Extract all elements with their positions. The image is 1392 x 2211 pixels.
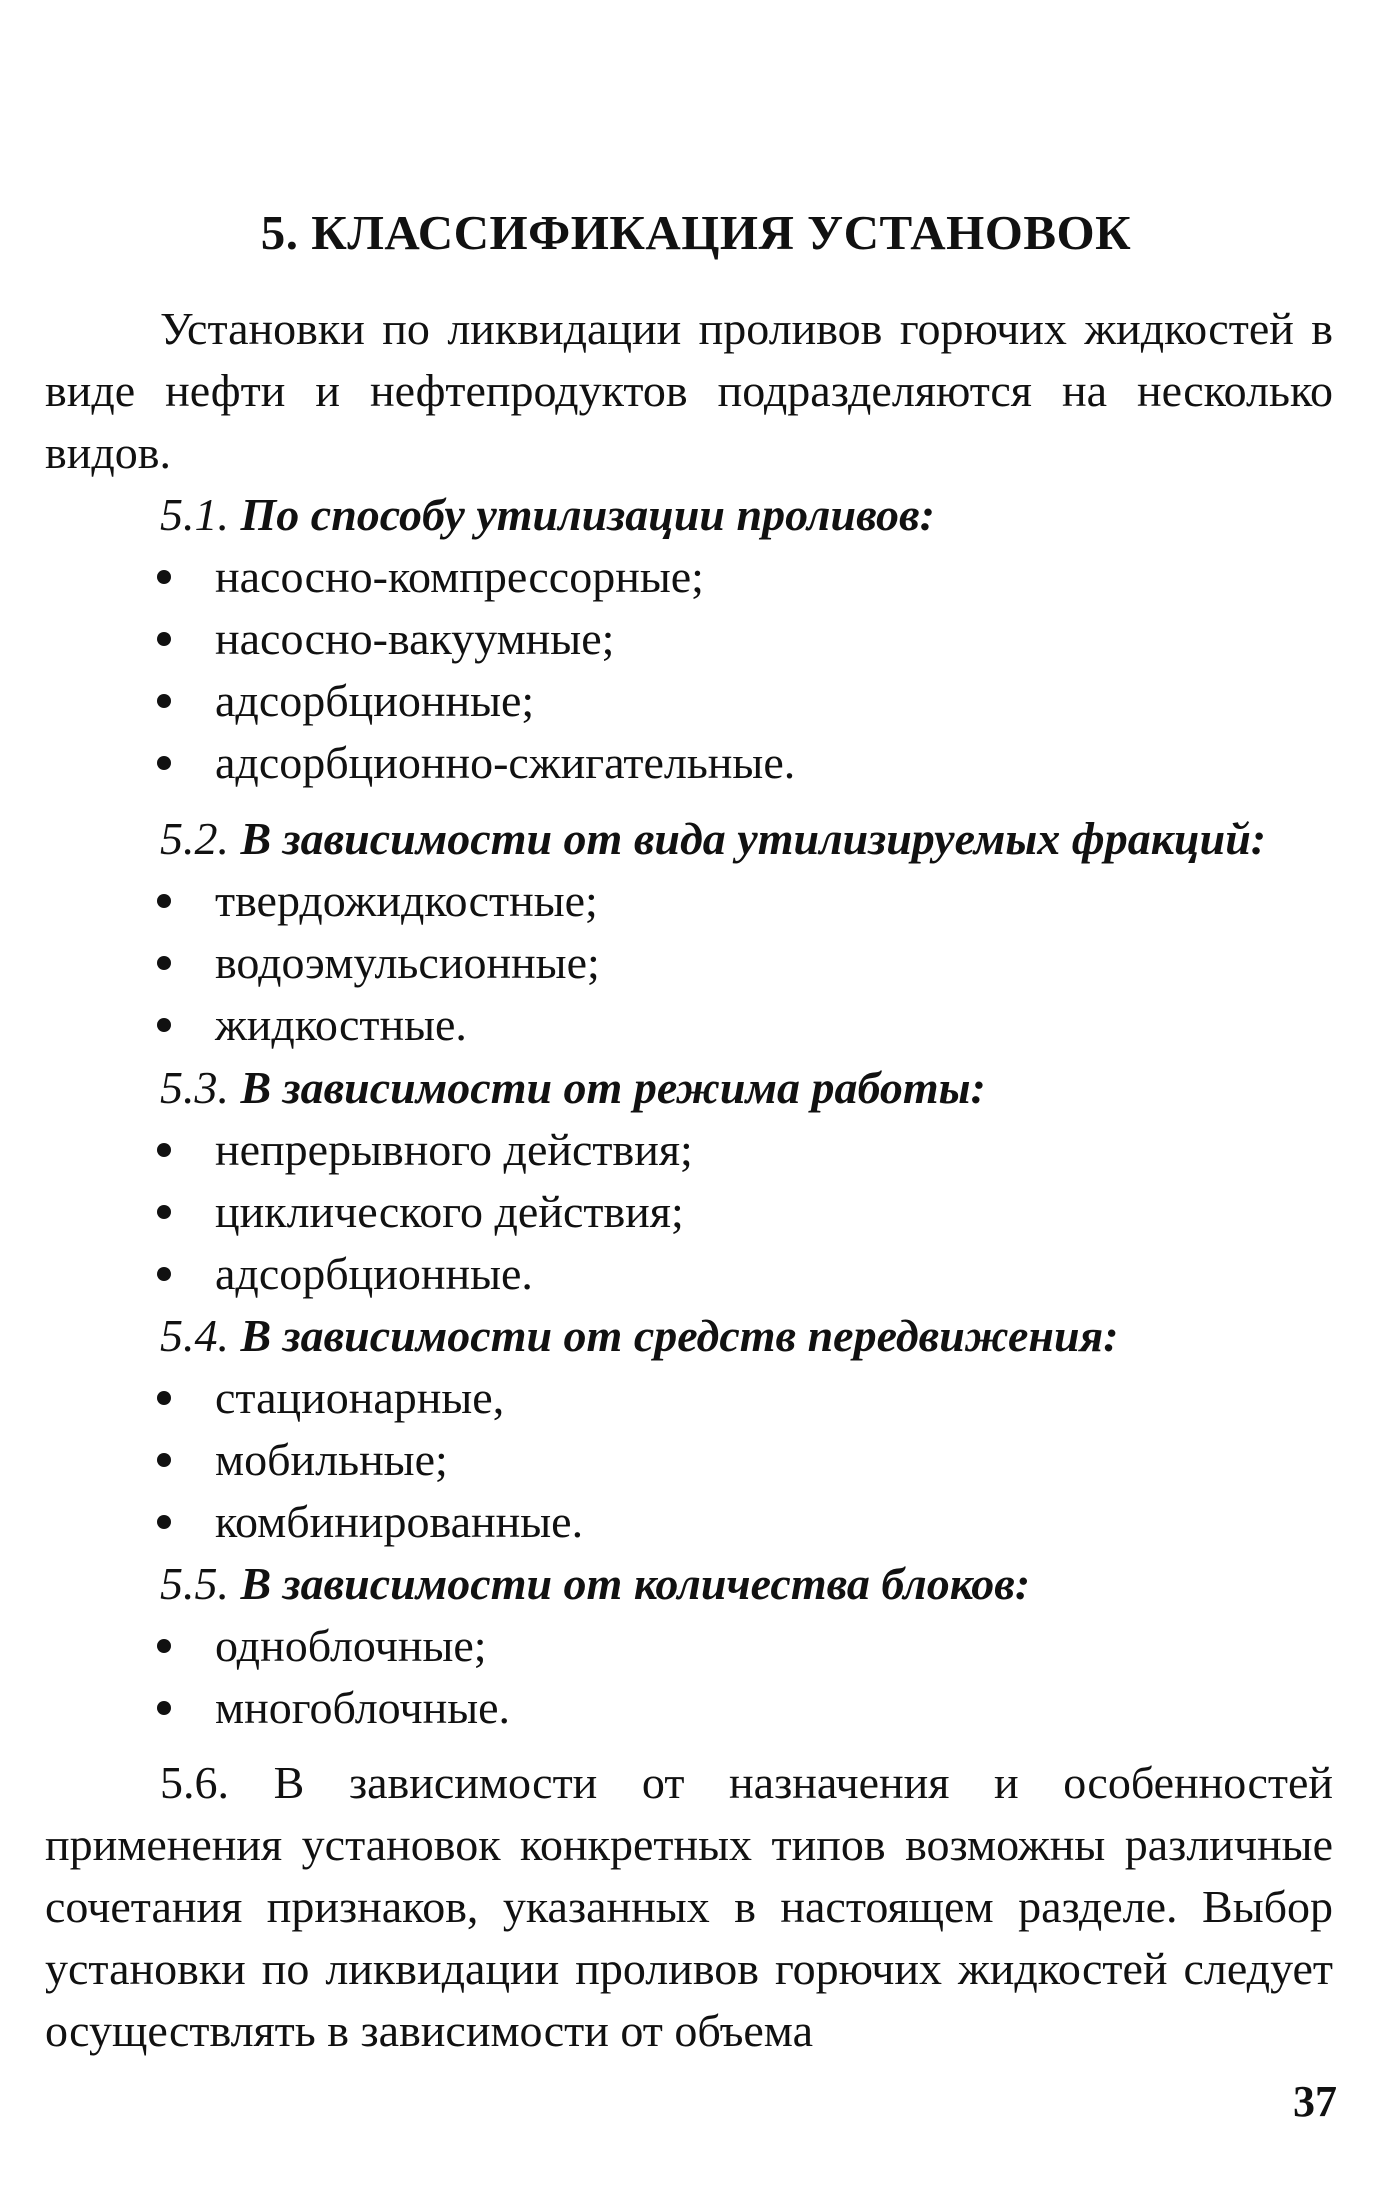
- list-item-text: стационарные,: [215, 1372, 505, 1423]
- subsection-title-5-4: [160, 1305, 1119, 1367]
- intro-paragraph: Установки по ликвидации проливов горючих жидкостей в виде нефти и нефтепродуктов подразделяются на несколько видов.: [45, 303, 1333, 478]
- bullet-list-5-4: [155, 1367, 583, 1553]
- subsection-title-5-5: [160, 1553, 1030, 1615]
- final-paragraph: 5.6. В зависимости от назначения и особенностей применения установок конкретных типов возможны различные сочетания признаков, указанных в настоящем разделе. Выбор установки по ликвидации проливов горючих жидкостей следует осуществлять в зависимости от объема: [45, 1757, 1333, 2056]
- list-item-text: жидкостные.: [215, 999, 467, 1050]
- list-item: [155, 670, 795, 732]
- bullet-icon: [157, 1515, 171, 1529]
- subsection-heading: В зависимости от количества блоков:: [240, 1558, 1031, 1609]
- list-item: [155, 994, 600, 1056]
- list-item-text: многоблочные.: [215, 1682, 511, 1733]
- subsection-number: 5.5.: [160, 1558, 229, 1609]
- list-item: [155, 1181, 693, 1243]
- bullet-list-5-3: [155, 1119, 693, 1305]
- list-item-text: адсорбционно-сжигательные.: [215, 737, 796, 788]
- subsection-number: 5.4.: [160, 1310, 229, 1361]
- list-item: [155, 1615, 510, 1677]
- section-heading: 5. КЛАССИФИКАЦИЯ УСТАНОВОК: [260, 205, 1132, 260]
- list-item: [155, 1677, 510, 1739]
- bullet-icon: [157, 756, 171, 770]
- list-item-text: непрерывного действия;: [215, 1124, 693, 1175]
- bullet-icon: [157, 1267, 171, 1281]
- subsection-heading: В зависимости от средств передвижения:: [240, 1310, 1119, 1361]
- list-item-text: водоэмульсионные;: [215, 937, 600, 988]
- subsection-title-5-2: [160, 808, 1266, 870]
- subsection-heading: По способу утилизации проливов:: [240, 489, 935, 540]
- subsection-number: 5.3.: [160, 1062, 229, 1113]
- list-item-text: твердожидкостные;: [215, 875, 598, 926]
- list-item: [155, 932, 600, 994]
- list-item: [155, 608, 795, 670]
- bullet-icon: [157, 1018, 171, 1032]
- list-item: [155, 546, 795, 608]
- list-item-text: адсорбционные;: [215, 675, 535, 726]
- subsection-title-5-1: [160, 484, 935, 546]
- bullet-icon: [157, 570, 171, 584]
- list-item-text: одноблочные;: [215, 1620, 487, 1671]
- bullet-icon: [157, 956, 171, 970]
- list-item: [155, 1367, 583, 1429]
- bullet-icon: [157, 694, 171, 708]
- bullet-list-5-5: [155, 1615, 510, 1739]
- list-item-text: мобильные;: [215, 1434, 448, 1485]
- subsection-heading: В зависимости от вида утилизируемых фракций:: [240, 813, 1267, 864]
- bullet-icon: [157, 1639, 171, 1653]
- list-item-text: насосно-компрессорные;: [215, 551, 704, 602]
- bullet-list-5-1: [155, 546, 795, 794]
- subsection-title-5-3: [160, 1057, 986, 1119]
- list-item: [155, 732, 795, 794]
- bullet-icon: [157, 1701, 171, 1715]
- bullet-icon: [157, 1453, 171, 1467]
- bullet-icon: [157, 894, 171, 908]
- subsection-heading: В зависимости от режима работы:: [240, 1062, 986, 1113]
- list-item: [155, 1243, 693, 1305]
- bullet-icon: [157, 1143, 171, 1157]
- list-item-text: адсорбционные.: [215, 1248, 533, 1299]
- bullet-icon: [157, 1205, 171, 1219]
- list-item: [155, 870, 600, 932]
- bullet-list-5-2: [155, 870, 600, 1056]
- bullet-icon: [157, 632, 171, 646]
- list-item: [155, 1429, 583, 1491]
- list-item-text: циклического действия;: [215, 1186, 684, 1237]
- list-item: [155, 1491, 583, 1553]
- subsection-number: 5.1.: [160, 489, 229, 540]
- list-item: [155, 1119, 693, 1181]
- bullet-icon: [157, 1391, 171, 1405]
- list-item-text: комбинированные.: [215, 1496, 584, 1547]
- list-item-text: насосно-вакуумные;: [215, 613, 615, 664]
- page-number: 37: [1293, 2077, 1337, 2126]
- subsection-number: 5.2.: [160, 813, 229, 864]
